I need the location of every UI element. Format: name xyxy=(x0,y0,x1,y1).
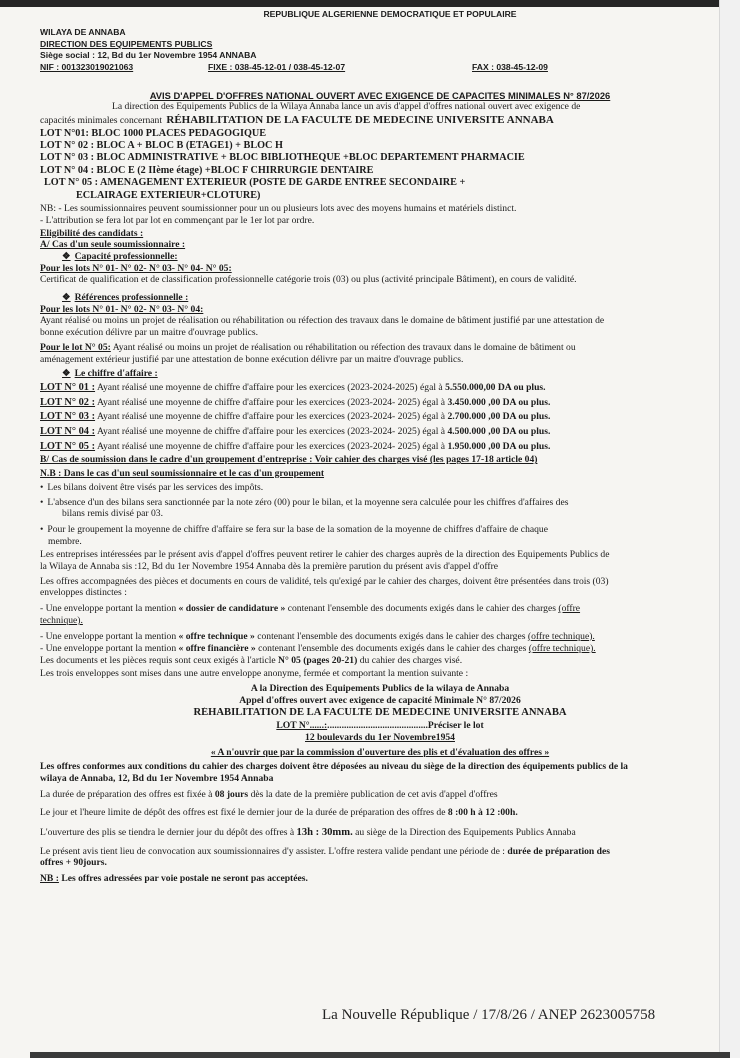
intro-line-2 xyxy=(40,114,720,127)
ref-5-line-1: Pour le lot N° 05: Ayant réalisé ou moins un projet de réalisation ou réhabilitation ou réfection des travaux dans le domaine de bâtiment ou xyxy=(40,341,576,353)
eligibility-title: Eligibilité des candidats : xyxy=(40,227,144,239)
case-a-title: A/ Cas d'un seule soumissionnaire : xyxy=(40,239,186,251)
nb-line-2: - L'attribution se fera lot par lot en commençant par le 1er lot par ordre. xyxy=(40,214,315,226)
ref-1-4-line-1: Ayant réalisé ou moins un projet de réalisation ou réhabilitation ou réfection des travaux dans le domaine de bâtiment justifié par une attestation de xyxy=(40,315,605,327)
siege-line: Siège social : 12, Bd du 1er Novembre 1954 ANNABA xyxy=(40,50,257,61)
address-line-5: 12 boulevards du 1er Novembre1954 xyxy=(305,732,455,744)
diamond-bullet-icon: ❖ xyxy=(62,368,71,380)
republic-heading: REPUBLIQUE ALGERIENNE DEMOCRATIQUE ET POPULAIRE xyxy=(263,9,517,19)
notice-title: AVIS D'APPEL D'OFFRES NATIONAL OUVERT AVEC EXIGENCE DE CAPACITES MINIMALES N° 87/2026 xyxy=(149,89,611,101)
envelope-3: - Une enveloppe portant la mention « offre financière » contenant l'ensemble des documents exigés dans le cahier des charges (offre technique). xyxy=(40,643,596,655)
offers-line-1: Les offres accompagnées des pièces et documents en cours de validité, tels qu'exigé par le cahier des charges, doivent être présentées dans trois (03) xyxy=(40,575,609,587)
offers-line-2: enveloppes distinctes : xyxy=(40,587,127,599)
anonymous-line: Les trois enveloppes sont mises dans une autre enveloppe anonyme, fermée et comportant la mention suivante : xyxy=(40,667,469,679)
project-name: RÉHABILITATION DE LA FACULTE DE MEDECINE UNIVERSITE ANNABA xyxy=(166,114,554,127)
envelope-1-cont: technique). xyxy=(40,614,83,626)
publication-signature: La Nouvelle République / 17/8/26 / ANEP 2623005758 xyxy=(322,1007,656,1023)
case-b-title: B/ Cas de soumission dans le cadre d'un groupement d'entreprise : Voir cahier des charges visé (les pages 17-18 article 04) xyxy=(40,454,538,466)
retrieve-line-2: la Wilaya de Annaba sis :12, Bd du 1er Novembre 1954 Annaba dès la première parution du présent avis d'appel d'offre xyxy=(40,561,499,573)
duration-line: La durée de préparation des offres est fixée à 08 jours dès la date de la première publication de cet avis d'appel d'offres xyxy=(40,789,498,801)
turnover-row: LOT N° 04 : Ayant réalisé une moyenne de chiffre d'affaire pour les exercices (2023-2024- 2025) égal à 4.500.000 ,00 DA ou plus. xyxy=(40,426,551,438)
turnover-row: LOT N° 02 : Ayant réalisé une moyenne de chiffre d'affaire pour les exercices (2023-2024- 2025) égal à 3.450.000 ,00 DA ou plus. xyxy=(40,396,551,408)
validity-line-2: offres + 90jours. xyxy=(40,857,107,869)
bullet-line-cont: membre. xyxy=(48,535,82,547)
address-line-1: A la Direction des Equipements Publics de la wilaya de Annaba xyxy=(250,683,510,695)
turnover-row: LOT N° 01 : Ayant réalisé une moyenne de chiffre d'affaire pour les exercices (2023-2024-2025) égal à 5.550.000,00 DA ou plus. xyxy=(40,381,546,393)
diamond-bullet-icon: ❖ xyxy=(62,250,71,262)
bottom-scan-border xyxy=(30,1052,730,1058)
lots-1-5-label: Pour les lots N° 01- N° 02- N° 03- N° 04- N° 05: xyxy=(40,262,232,274)
lot-5: LOT N° 05 : AMENAGEMENT EXTERIEUR (POSTE DE GARDE ENTREE SECONDAIRE + xyxy=(44,177,466,189)
intro-line-1: La direction des Equipements Publics de la Wilaya Annaba lance un avis d'appel d'offres national ouvert avec exigence de xyxy=(112,101,581,113)
turnover-row: LOT N° 05 : Ayant réalisé une moyenne de chiffre d'affaire pour les exercices (2023-2024- 2025) égal à 1.950.000 ,00 DA ou plus. xyxy=(40,440,551,452)
lot-4: LOT N° 04 : BLOC E (2 IIème étage) +BLOC F CHIRRURGIE DENTAIRE xyxy=(40,164,374,176)
bullet-line: • Pour le groupement la moyenne de chiffre d'affaire se fera sur la base de la somation de la moyenne de chiffres d'affaire de chaque xyxy=(40,523,548,535)
envelope-2: - Une enveloppe portant la mention « offre technique » contenant l'ensemble des documents exigés dans le cahier des charges (offre technique). xyxy=(40,630,595,642)
ref-1-4-line-2: bonne exécution délivre par un maitre d'ouvrage publics. xyxy=(40,327,259,339)
turnover-list xyxy=(40,382,720,453)
wilaya-line: WILAYA DE ANNABA xyxy=(40,27,126,38)
notice-page xyxy=(40,6,720,885)
ref-5-line-2: aménagement extérieur justifié par une attestation de bonne exécution délivre par un maitre d'ouvrage publics. xyxy=(40,353,464,365)
lots-1-4-label: Pour les lots N° 01- N° 02- N° 03- N° 04: xyxy=(40,303,204,315)
diamond-bullet-icon: ❖ xyxy=(62,292,71,304)
capacity-pro-title: ❖ Capacité professionnelle: xyxy=(62,250,178,262)
deposit-line-2: wilaya de Annaba, 12, Bd du 1er Novembre 1954 Annaba xyxy=(40,772,274,784)
address-line-6: « A n'ouvrir que par la commission d'ouverture des plis et d'évaluation des offres » xyxy=(210,747,550,759)
address-line-2: Appel d'offres ouvert avec exigence de capacité Minimale N° 87/2026 xyxy=(239,695,521,707)
nb-group-title: N.B : Dans le cas d'un seul soumissionnaire et le cas d'un groupement xyxy=(40,468,325,480)
contact-line xyxy=(40,62,720,74)
intro-prefix: capacités minimales concernant xyxy=(40,115,162,127)
certificate-text: Certificat de qualification et de classification professionnelle catégorie trois (03) ou plus (activité principale Bâtiment), en cours de validité. xyxy=(40,274,577,286)
address-line-3: RÉHABILITATION DE LA FACULTE DE MEDECINE UNIVERSITE ANNABA xyxy=(193,706,567,718)
fixe-text: FIXE : 038-45-12-01 / 038-45-12-07 xyxy=(208,61,346,72)
docs-line: Les documents et les pièces requis sont ceux exigés à l'article N° 05 (pages 20-21) du cahier des charges visé. xyxy=(40,654,463,666)
postal-note: NB : Les offres adressées par voie postale ne seront pas acceptées. xyxy=(40,872,308,884)
lot-5-cont: ECLAIRAGE EXTERIEUR+CLOTURE) xyxy=(76,189,261,201)
address-line-4: LOT N°......:..........................................Préciser le lot xyxy=(276,719,484,731)
deadline-line: Le jour et l'heure limite de dépôt des offres est fixé le dernier jour de la durée de préparation des offres de 8 :00 h à 12 :00h. xyxy=(40,806,518,818)
retrieve-line-1: Les entreprises intéressées par le présent avis d'appel d'offres peuvent retirer le cahier des charges auprès de la direction des Equipements Publics de xyxy=(40,549,610,561)
bullet-line: • L'absence d'un des bilans sera sanctionnée par la note zéro (00) pour le bilan, et la moyenne sera calculée pour les chiffres d'affaires des xyxy=(40,496,569,508)
lot-5-label: Pour le lot N° 05: xyxy=(40,341,111,353)
lot-2: LOT N° 02 : BLOC A + BLOC B (ETAGE1) + BLOC H xyxy=(40,139,283,151)
nb-line-1: NB: - Les soumissionnaires peuvent soumissionner pour un ou plusieurs lots avec des moyens humains et matériels distinct. xyxy=(40,203,517,215)
validity-line-1: Le présent avis tient lieu de convocation aux soumissionnaires d'y assister. L'offre restera valide pendant une période de : durée de préparation des xyxy=(40,845,610,857)
lot-1: LOT N°01: BLOC 1000 PLACES PEDAGOGIQUE xyxy=(40,127,267,139)
deposit-line-1: Les offres conformes aux conditions du cahier des charges doivent être déposées au niveau du siège de la direction des équipements publics de la xyxy=(40,760,628,772)
turnover-row: LOT N° 03 : Ayant réalisé une moyenne de chiffre d'affaire pour les exercices (2023-2024- 2025) égal à 2.700.000 ,00 DA ou plus. xyxy=(40,411,551,423)
envelope-1: - Une enveloppe portant la mention « dossier de candidature » contenant l'ensemble des documents exigés dans le cahier des charges (offre xyxy=(40,603,581,615)
bullet-line-cont: bilans remis divisé par 03. xyxy=(62,508,163,520)
bullet-line: • Les bilans doivent être visés par les services des impôts. xyxy=(40,481,264,493)
lot-3: LOT N° 03 : BLOC ADMINISTRATIVE + BLOC BIBLIOTHEQUE +BLOC DEPARTEMENT PHARMACIE xyxy=(40,152,525,164)
direction-line: DIRECTION DES EQUIPEMENTS PUBLICS xyxy=(40,38,213,49)
references-title: ❖ Références professionnelle : xyxy=(62,292,189,304)
turnover-title: ❖ Le chiffre d'affaire : xyxy=(62,368,158,380)
opening-line: L'ouverture des plis se tiendra le dernier jour du dépôt des offres à 13h : 30mm. au siège de la Direction des Equipements Publics Annaba xyxy=(40,826,576,838)
fax-text: FAX : 038-45-12-09 xyxy=(472,61,548,72)
nif-text: NIF : 001323019021063 xyxy=(40,61,134,72)
right-scan-margin xyxy=(719,0,740,1058)
